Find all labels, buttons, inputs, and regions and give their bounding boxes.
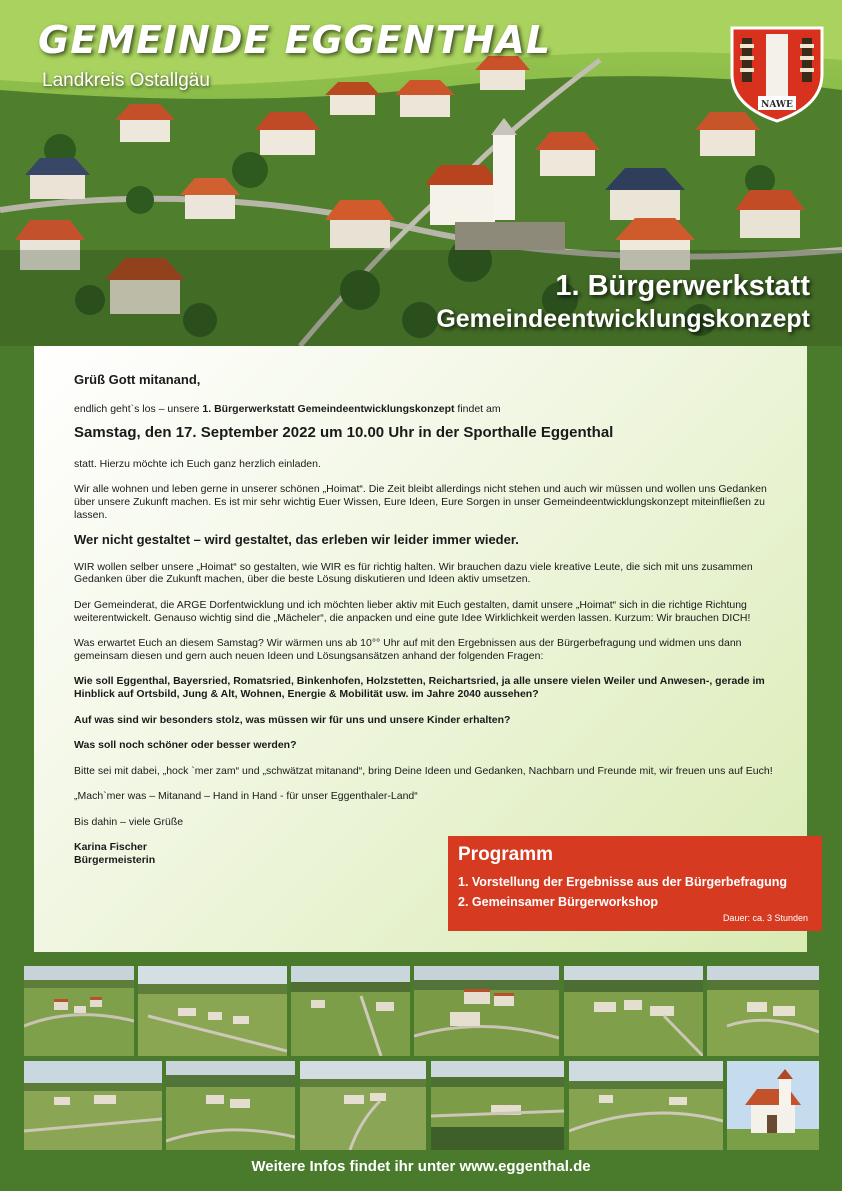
aerial-photo-8 — [166, 1061, 295, 1150]
question-improve: Was soll noch schöner oder besser werden? — [74, 739, 297, 752]
municipality-title: GEMEINDE EGGENTHAL — [38, 18, 552, 62]
event-title: 1. Bürgerwerkstatt — [555, 270, 810, 302]
letter-slogan: „Mach`mer was – Mitanand – Hand in Hand - für unser Eggenthaler-Land“ — [74, 790, 418, 803]
crest-lettering: NAWE — [761, 100, 793, 110]
event-headline — [436, 268, 810, 334]
event-subtitle: Gemeindeentwicklungskonzept — [436, 305, 810, 333]
aerial-photo-11 — [569, 1061, 723, 1150]
question-proud: Auf was sind wir besonders stolz, was müssen wir für uns und unsere Kinder erhalten? — [74, 713, 511, 726]
letter-paragraph-wir: WIR wollen selber unsere „Hoimat“ so gestalten, wie WIR es für richtig halten. Wir brauchen dazu viele kreative Leute, die sich mit uns zusammen Gedanken über die Zukunft machen, über die beste Lösung diskutieren und Ideen aktiv umsetzen. — [74, 560, 753, 586]
footer-website-info: Weitere Infos findet ihr unter www.eggenthal.de — [251, 1158, 591, 1175]
signature-title: Bürgermeisterin — [74, 854, 156, 867]
aerial-photo-6 — [707, 966, 819, 1056]
letter-body — [74, 374, 774, 867]
programm-title: Programm — [458, 844, 554, 865]
event-date-line: Samstag, den 17. September 2022 um 10.00 Uhr in der Sporthalle Eggenthal — [74, 424, 614, 442]
aerial-photo-2 — [138, 966, 287, 1056]
hero-banner — [0, 0, 842, 346]
municipality-crest-logo — [728, 24, 826, 124]
aerial-photo-5 — [564, 966, 703, 1056]
letter-paragraph-council: Der Gemeinderat, die ARGE Dorfentwicklung und ich möchten lieber aktiv mit Euch gestalten, damit unsere „Hoimat“ sich in die richtige Richtung weiterentwickelt. Genauso wichtig sind die „Mächeler“, die anpacken und eine gute Idee Wirklichkeit werden lassen. Kurzum: Wir brauchen DICH! — [74, 598, 751, 624]
letter-paragraph-expect: Was erwartet Euch an diesem Samstag? Wir wärmen uns ab 10°° Uhr auf mit den Ergebnissen aus der Bürgerbefragung und widmen uns dann gemeinsam diesen und gern auch neuen Ideen und Lösungsansätzen anhand der folgenden Fragen: — [74, 637, 742, 662]
letter-closing: Bis dahin – viele Grüße — [74, 815, 184, 828]
letter-paragraph-join: Bitte sei mit dabei, „hock `mer zam“ und „schwätzat mitanand“, bring Deine Ideen und Gedanken, Nachbarn und Freunde mit, wir freuen uns auf Euch! — [74, 764, 773, 777]
letter-motto: Wer nicht gestaltet – wird gestaltet, das erleben wir leider immer wieder. — [74, 532, 519, 548]
aerial-photo-9 — [300, 1061, 426, 1150]
programm-box — [448, 836, 822, 931]
programm-item-2: 2. Gemeinsamer Bürgerworkshop — [458, 895, 659, 909]
letter-paragraph-home: Wir alle wohnen und leben gerne in unserer schönen „Hoimat“. Die Zeit bleibt allerdings nicht stehen und auch wir müssen und wollen uns Gedanken über unsere Zukunft machen. Es ist mir sehr wichtig Euer Wissen, Eure Ideen, Eure Sorgen in unser Gemeindeentwicklungskonzept miteinfließen zu lassen. — [74, 483, 767, 521]
signature-name: Karina Fischer — [74, 841, 147, 854]
district-subtitle: Landkreis Ostallgäu — [42, 70, 210, 91]
aerial-photo-4 — [414, 966, 559, 1056]
aerial-photo-7 — [24, 1061, 162, 1150]
programm-duration: Dauer: ca. 3 Stunden — [722, 913, 808, 923]
letter-greeting: Grüß Gott mitanand, — [74, 372, 201, 387]
chapel-photo — [727, 1061, 819, 1150]
letter-invite: statt. Hierzu möchte ich Euch ganz herzlich einladen. — [74, 457, 321, 470]
programm-item-1: 1. Vorstellung der Ergebnisse aus der Bürgerbefragung — [458, 875, 788, 889]
question-2040: Wie soll Eggenthal, Bayersried, Romatsried, Binkenhofen, Holzstetten, Reichartsried, ja alle unsere vielen Weiler und Anwesen-, gerade im Hinblick auf Ortsbild, Jung & Alt, Wohnen, Energie & Mobilität usw. im Jahre 2040 aussehen? — [74, 675, 765, 700]
aerial-photo-10 — [431, 1061, 564, 1150]
aerial-photo-3 — [291, 966, 410, 1056]
intro-event-name: 1. Bürgerwerkstatt Gemeindeentwicklungskonzept — [202, 402, 455, 415]
letter-intro: endlich geht`s los – unsere 1. Bürgerwerkstatt Gemeindeentwicklungskonzept findet am — [74, 402, 501, 415]
aerial-photo-1 — [24, 966, 134, 1056]
